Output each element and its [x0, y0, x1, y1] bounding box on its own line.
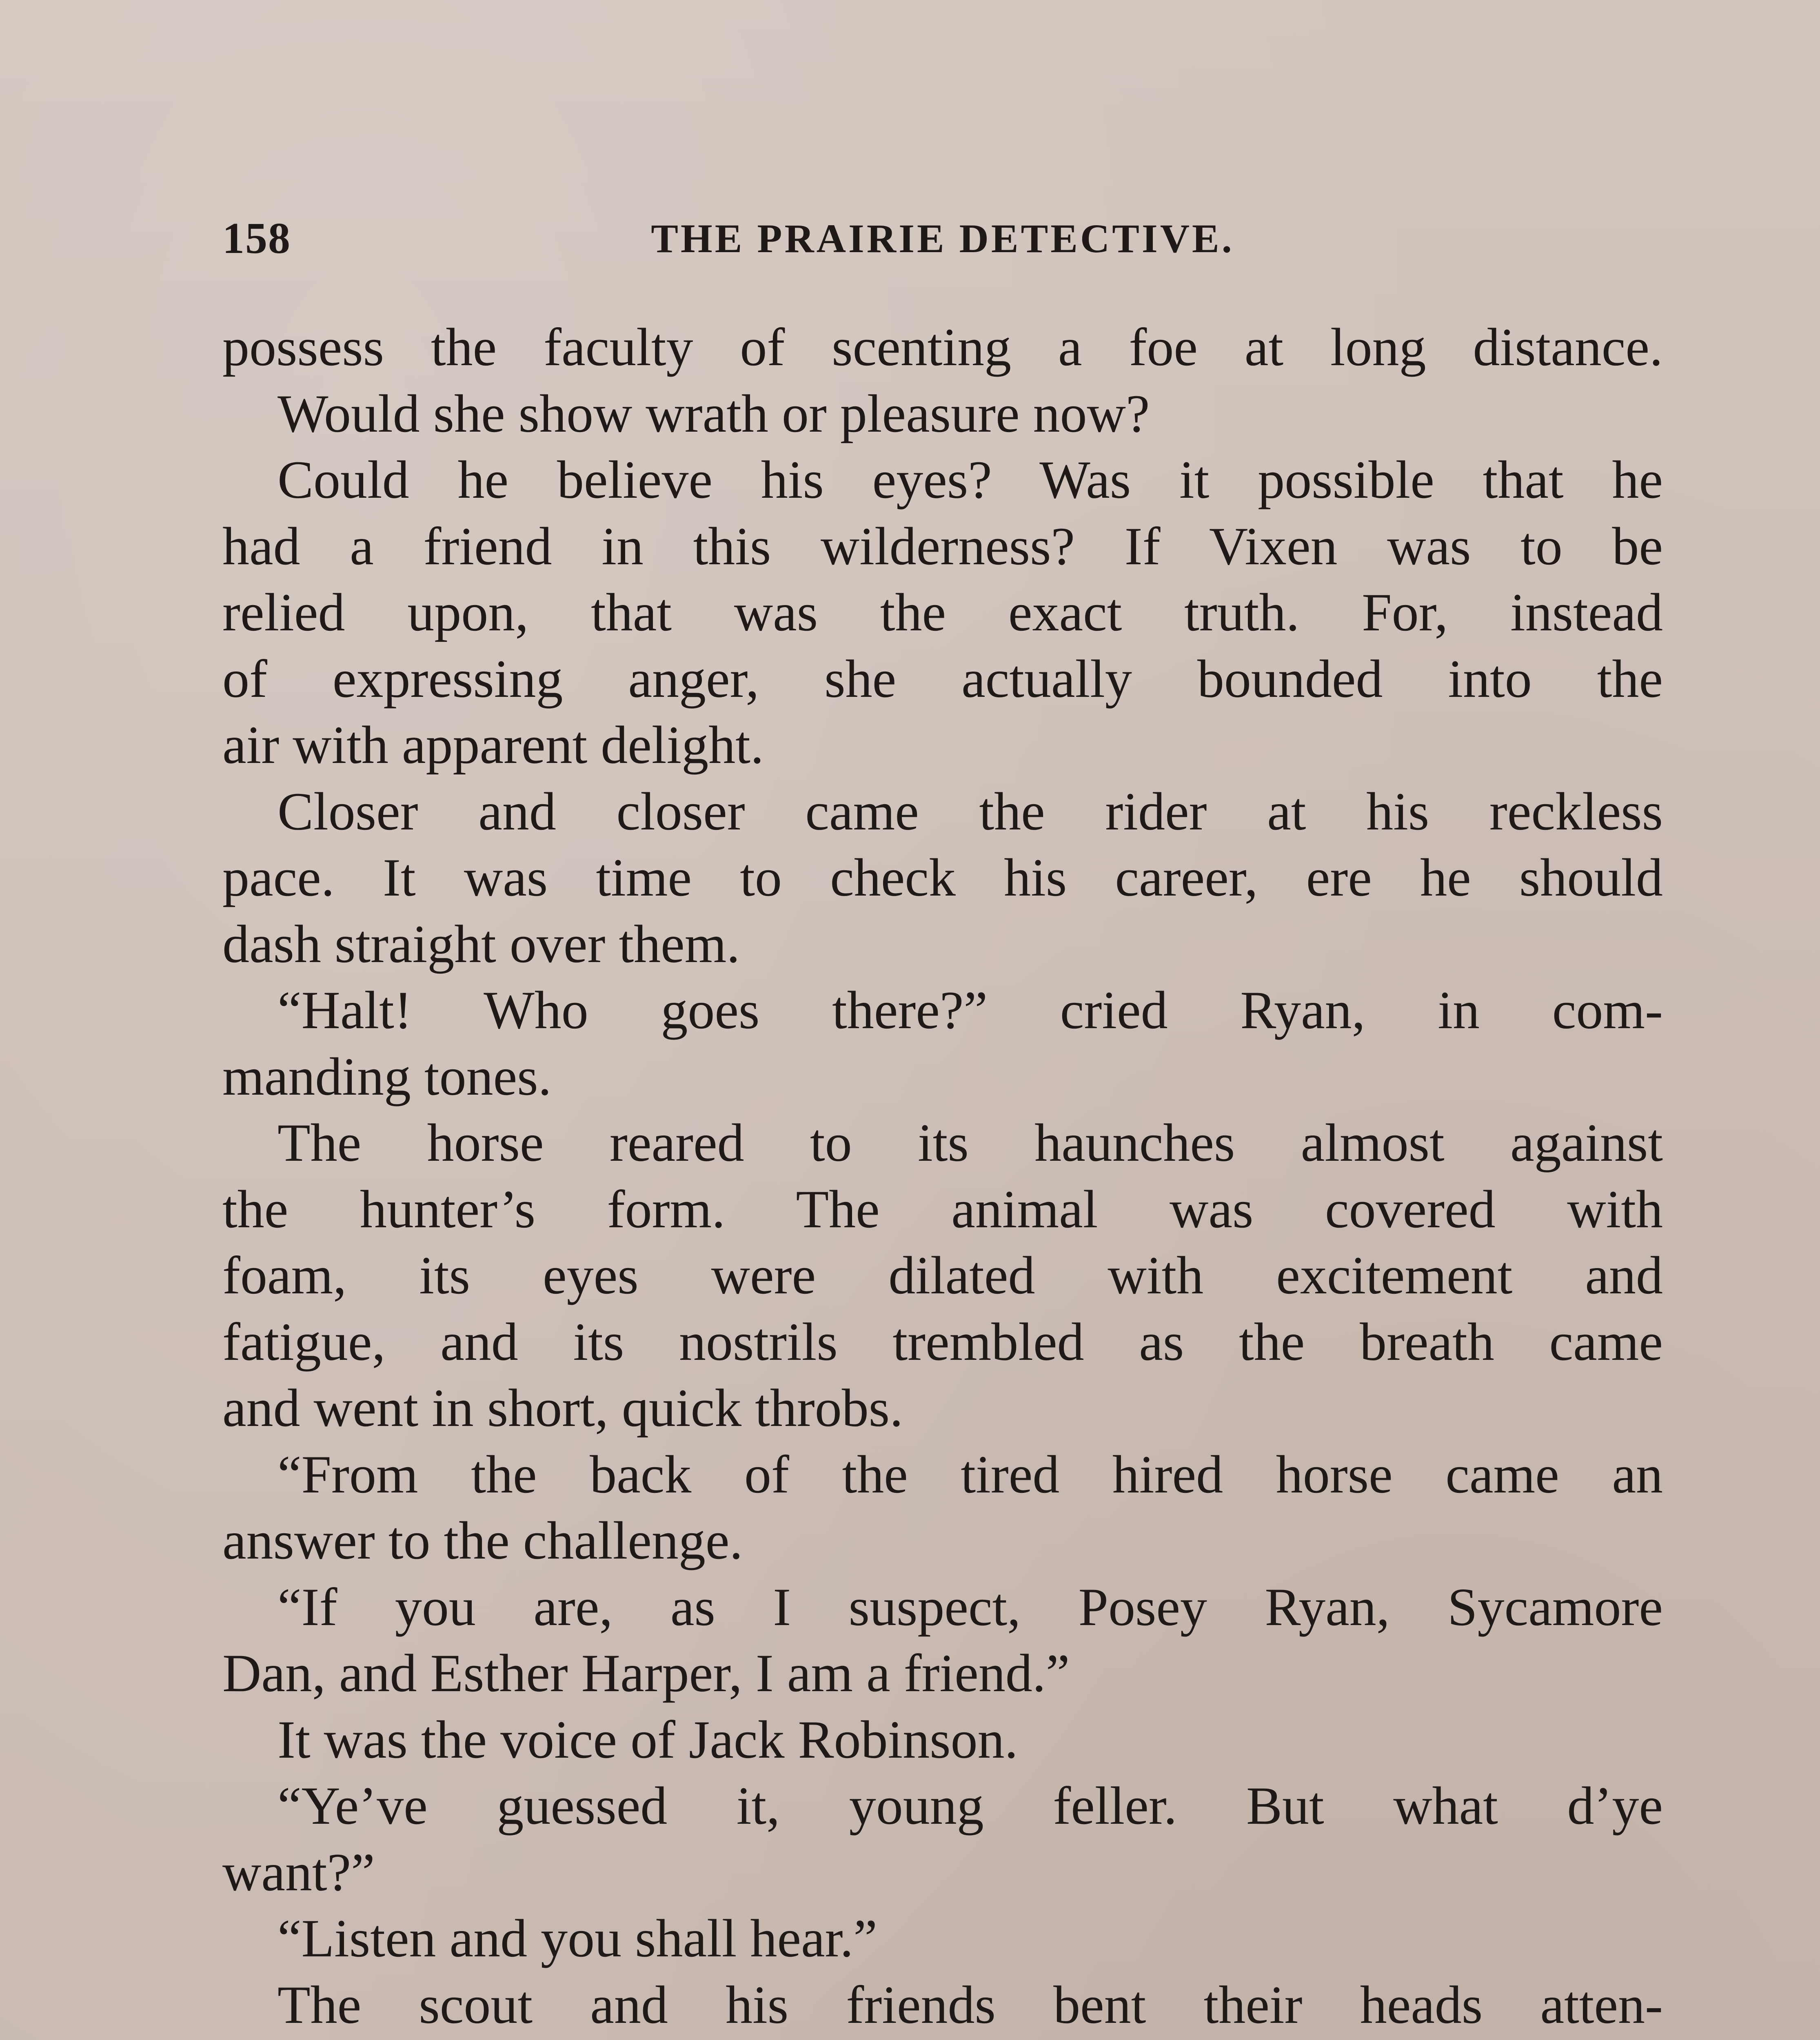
- text-line: Dan, and Esther Harper, I am a friend.”: [222, 1643, 1070, 1703]
- text-line: The scout and his friends bent their heads atten-: [277, 1974, 1663, 2035]
- text-line: “Halt! Who goes there?” cried Ryan, in com-: [277, 980, 1663, 1040]
- text-line: fatigue, and its nostrils trembled as the breath came: [222, 1311, 1663, 1372]
- text-line: had a friend in this wilderness? If Vixen was to be: [222, 516, 1663, 576]
- text-line: Closer and closer came the rider at his reckless: [277, 781, 1663, 841]
- running-head: THE PRAIRIE DETECTIVE.: [651, 216, 1234, 261]
- text-line: answer to the challenge.: [222, 1510, 743, 1570]
- text-line: “Listen and you shall hear.”: [277, 1908, 877, 1968]
- text-line: the hunter’s form. The animal was covered with: [222, 1179, 1663, 1239]
- text-line: “From the back of the tired hired horse came an: [277, 1444, 1663, 1504]
- page-header: [222, 204, 1663, 273]
- text-line: pace. It was time to check his career, ere he should: [222, 847, 1663, 907]
- text-line: dash straight over them.: [222, 914, 740, 974]
- text-line: The horse reared to its haunches almost against: [277, 1113, 1663, 1173]
- text-line: air with apparent delight.: [222, 715, 764, 775]
- text-line: manding tones.: [222, 1046, 552, 1106]
- text-line: It was the voice of Jack Robinson.: [277, 1709, 1018, 1769]
- text-line: Could he believe his eyes? Was it possible that he: [277, 450, 1663, 510]
- text-line: “If you are, as I suspect, Posey Ryan, Sycamore: [277, 1577, 1663, 1637]
- text-line: Would she show wrath or pleasure now?: [277, 383, 1150, 443]
- body-text: [222, 314, 1663, 2040]
- text-line: relied upon, that was the exact truth. For, instead: [222, 582, 1663, 642]
- page-number: 158: [222, 214, 291, 263]
- text-line: “Ye’ve guessed it, young feller. But what d’ye: [277, 1776, 1663, 1836]
- text-line: [222, 2038, 1663, 2040]
- text-line: want?”: [222, 1842, 375, 1902]
- text-line: possess the faculty of scenting a foe at long distance.: [222, 317, 1663, 377]
- text-line: and went in short, quick throbs.: [222, 1378, 903, 1438]
- text-line: of expressing anger, she actually bounded into the: [222, 648, 1663, 709]
- text-line: foam, its eyes were dilated with excitement and: [222, 1245, 1663, 1305]
